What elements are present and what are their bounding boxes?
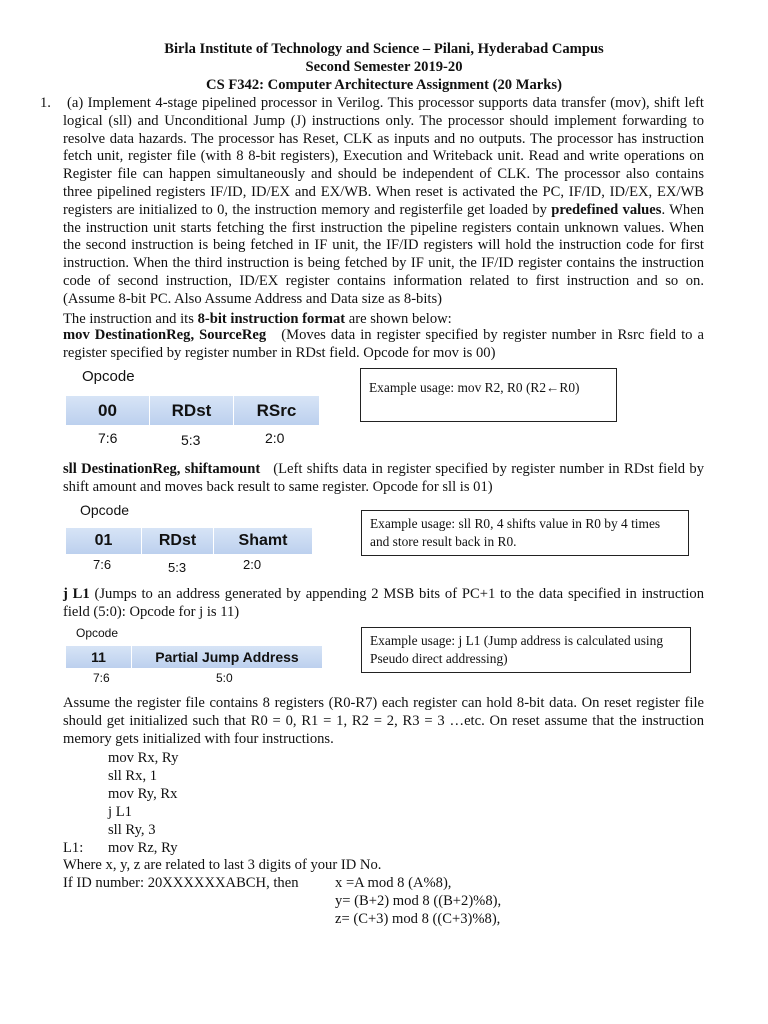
intro-text-b: . When the instruction unit starts fetching the first instruction the pipeline registers contain unknown values. When the second instruction is being fetched in IF unit, the IF/ID registers will hold the instruction code for first instruction. When the third instruction is being fetched by IF unit, the IF/ID register contains the instruction code of second instruction, ID/EX register contains information related to first instruction and so on. (Assume 8-bit PC. Also Assume Address and Data size as 8-bits) [63, 201, 704, 307]
formula-y: y= (B+2) mod 8 ((B+2)%8), [335, 893, 502, 909]
format-pre: The instruction and its [63, 311, 198, 327]
program-line-3: mov Ry, Rx [108, 786, 178, 802]
program-line-1: mov Rx, Ry [108, 750, 179, 766]
program-label-l1: L1: [63, 840, 84, 856]
sll-example-box: Example usage: sll R0, 4 shifts value in R0 by 4 times and store result back in R0. [361, 510, 689, 556]
mov-field-rdst: RDst [150, 396, 234, 425]
sll-description [63, 461, 704, 497]
mov-example-box: Example usage: mov R2, R0 (R2←R0) [360, 368, 617, 422]
sll-bits-rdst: 5:3 [168, 560, 187, 575]
mov-field-rsrc: RSrc [234, 396, 320, 425]
sll-bits-opcode: 7:6 [93, 557, 112, 572]
intro-bold: predefined values [551, 201, 662, 218]
format-intro [63, 310, 452, 328]
sll-encoding [66, 502, 316, 578]
mov-field-opcode: 00 [66, 396, 150, 425]
id-prefix: If ID number: 20XXXXXXABCH, then [63, 875, 299, 891]
sll-opcode-label: Opcode [80, 502, 130, 518]
j-field-opcode: 11 [66, 646, 132, 668]
formula-z: z= (C+3) mod 8 ((C+3)%8), [335, 911, 501, 927]
sll-field-shamt: Shamt [214, 528, 313, 554]
format-bold: 8-bit instruction format [197, 311, 346, 327]
question-number: 1. [40, 95, 51, 111]
course-title: CS F342: Computer Architecture Assignment (20 Marks) [206, 77, 562, 93]
j-title: j L1 [63, 586, 90, 602]
j-bits-opcode: 7:6 [93, 671, 110, 685]
mov-bits-opcode: 7:6 [98, 430, 118, 446]
j-description [63, 586, 704, 622]
question-intro [63, 95, 704, 309]
semester-title: Second Semester 2019-20 [305, 59, 463, 75]
formula-x: x =A mod 8 (A%8), [335, 875, 452, 891]
mov-encoding [66, 368, 326, 452]
intro-text-a: (a) Implement 4-stage pipelined processor in Verilog. This processor supports data transfer (mov), shift left logical (sll) and Unconditional Jump (J) instructions only. The processor should implement forwarding to resolve data hazards. The processor has Reset, CLK as inputs and no outputs. The processor has instruction fetch unit, register file (with 8 8-bit registers), Execution and Writeback unit. Read and write operations on Register file can happen simultaneously and should be independent of CLK. The processor also contains three pipelined registers IF/ID, ID/EX and EX/WB. When reset is activated the PC, IF/ID, ID/EX, EX/WB registers are initialized to 0, the instruction memory and registerfile get loaded by [63, 95, 704, 218]
format-post: are shown below: [345, 311, 452, 327]
program-line-2: sll Rx, 1 [108, 768, 158, 784]
sll-title: sll DestinationReg, shiftamount [63, 461, 261, 477]
regfile-text: Assume the register file contains 8 registers (R0-R7) each register can hold 8-bit data. On reset register file should get initialized such that R0 = 0, R1 = 1, R2 = 2, R3 = 3 …etc. On reset assume that the instruction memory gets initialized with four instructions. [63, 695, 704, 747]
sll-field-rdst: RDst [142, 528, 214, 554]
mov-desc: (Moves data in register specified by register number in Rsrc field to a register specified by register number in RDst field. Opcode for mov is 00) [63, 327, 704, 361]
sll-field-opcode: 01 [66, 528, 142, 554]
id-note: Where x, y, z are related to last 3 digits of your ID No. [63, 857, 382, 873]
mov-description [63, 327, 704, 363]
j-example-box: Example usage: j L1 (Jump address is calculated using Pseudo direct addressing) [361, 627, 691, 673]
institute-title: Birla Institute of Technology and Science – Pilani, Hyderabad Campus [164, 41, 604, 57]
j-encoding [66, 626, 326, 688]
sll-bits-shamt: 2:0 [243, 557, 262, 572]
mov-title: mov DestinationReg, SourceReg [63, 327, 267, 343]
sll-desc: (Left shifts data in register specified by register number in RDst field by shift amount and moves back result to same register. Opcode for sll is 01) [63, 461, 705, 495]
program-line-6: mov Rz, Ry [108, 840, 178, 856]
mov-opcode-label: Opcode [82, 368, 135, 385]
j-field-partial-address: Partial Jump Address [132, 646, 323, 668]
program-line-4: j L1 [108, 804, 132, 820]
j-desc: (Jumps to an address generated by appending 2 MSB bits of PC+1 to the data specified in instruction field (5:0): Opcode for j is 11) [63, 586, 705, 620]
program-line-5: sll Ry, 3 [108, 822, 156, 838]
mov-bits-rdst: 5:3 [181, 432, 201, 448]
j-opcode-label: Opcode [76, 626, 119, 640]
j-bits-address: 5:0 [216, 671, 233, 685]
mov-bits-rsrc: 2:0 [265, 430, 285, 446]
